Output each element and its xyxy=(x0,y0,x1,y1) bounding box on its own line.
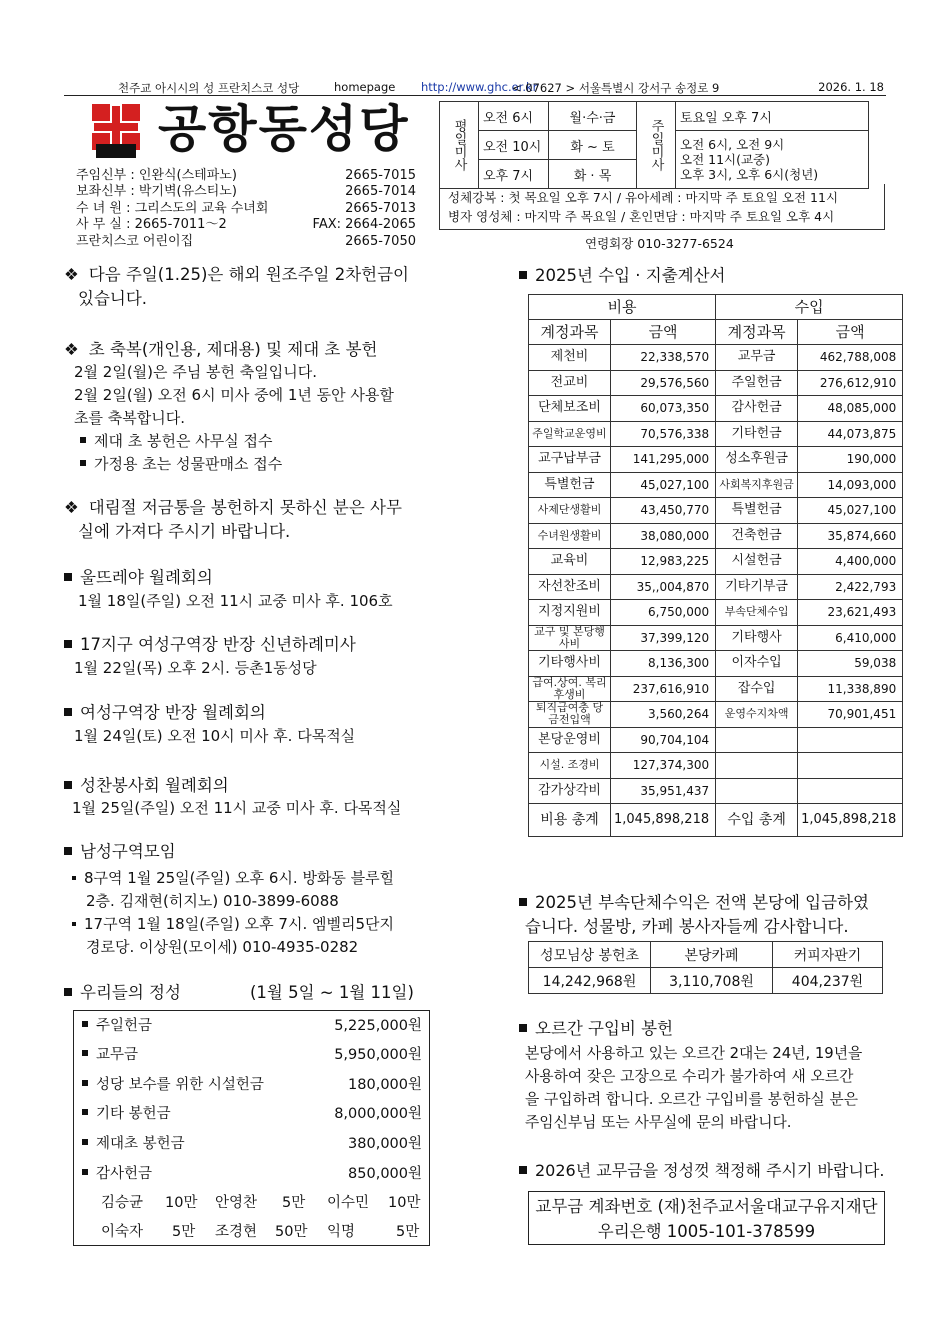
col-item: 계정과목 xyxy=(529,320,611,345)
gift-amount: 380,000원 xyxy=(348,1136,422,1152)
affiliate-notice xyxy=(519,891,869,939)
finance-title xyxy=(519,264,725,288)
finance-amount: 1,045,898,218 xyxy=(611,804,716,837)
finance-item: 자선찬조비 xyxy=(529,574,611,600)
finance-title-text: 2025년 수입 · 지출계산서 xyxy=(535,266,726,285)
staff-phone: 2665-7013 xyxy=(345,200,416,216)
finance-row xyxy=(529,498,903,524)
mass-days: 화 ~ 토 xyxy=(549,131,637,160)
finance-amount: 38,080,000 xyxy=(611,523,716,549)
donor-amount: 5만 xyxy=(282,1195,306,1211)
staff-phone: 2665-7014 xyxy=(345,184,416,200)
finance-amount: 22,338,570 xyxy=(611,345,716,371)
donor-amount: 5만 xyxy=(172,1224,196,1240)
dues-title xyxy=(519,1159,884,1183)
finance-amount: 11,338,890 xyxy=(798,676,903,702)
square-bullet-icon xyxy=(64,573,72,581)
notice-text: 2층. 김재현(히지노) 010-3899-6088 xyxy=(86,892,339,910)
gifts-title-text: 우리들의 정성 xyxy=(80,983,181,1002)
affiliate-text: 습니다. 성물방, 카페 봉사자들께 감사합니다. xyxy=(525,917,849,936)
col-amount: 금액 xyxy=(798,320,903,345)
square-bullet-icon xyxy=(64,988,72,996)
organ-text: 을 구입하려 합니다. 오르간 구입비를 봉헌하실 분은 xyxy=(525,1091,859,1108)
finance-amount: 45,027,100 xyxy=(798,498,903,524)
finance-row xyxy=(529,778,903,804)
sacraments-box xyxy=(439,184,885,230)
organ-text: 사용하여 잦은 고장으로 수리가 불가하여 새 오르간 xyxy=(525,1068,854,1085)
finance-item: 잡수입 xyxy=(716,676,798,702)
finance-item: 교구 및 본당행사비 xyxy=(529,625,611,651)
finance-row xyxy=(529,549,903,575)
square-bullet-icon xyxy=(82,1169,88,1175)
notice-women-meeting-text: 1월 24일(토) 오전 10시 미사 후. 다목적실 xyxy=(74,727,356,745)
header-homepage-label: homepage xyxy=(334,80,396,94)
notice-title: 여성구역장 반장 월례회의 xyxy=(80,703,266,722)
col-amount: 금액 xyxy=(611,320,716,345)
header-address: < 07627 > 서울특별시 강서구 송정로 9 xyxy=(512,81,720,95)
finance-amount: 44,073,875 xyxy=(798,421,903,447)
gifts-title xyxy=(64,981,181,1005)
sunday-mass-line: 오전 11시(교중) xyxy=(680,152,771,167)
finance-item: 전교비 xyxy=(529,370,611,396)
donor-amount: 5만 xyxy=(396,1224,420,1240)
finance-amount: 14,093,000 xyxy=(798,472,903,498)
gift-name: 교무금 xyxy=(96,1047,139,1063)
donor-name: 조경현 xyxy=(215,1224,258,1240)
notice-text: 경로당. 이상원(모이세) 010-4935-0282 xyxy=(86,938,359,956)
finance-item: 교구납부금 xyxy=(529,447,611,473)
notice-title: 대림절 저금통을 봉헌하지 못하신 분은 사무 xyxy=(88,498,402,517)
finance-item xyxy=(716,753,798,779)
staff-phone: 2665-7015 xyxy=(345,168,416,183)
finance-item: 특별헌금 xyxy=(529,472,611,498)
staff-label: 프란치스코 어린이집 xyxy=(76,233,194,249)
notice-text: 17구역 1월 18일(주일) 오후 7시. 엠벨리5단지 xyxy=(84,915,394,933)
notice-district-mass-text: 1월 22일(목) 오후 2시. 등촌1동성당 xyxy=(74,659,317,677)
notice-title: 울뜨레야 월례회의 xyxy=(80,568,213,587)
finance-item: 수입 총계 xyxy=(716,804,798,837)
finance-row xyxy=(529,396,903,422)
donor-name: 김승균 xyxy=(101,1195,144,1211)
church-logo xyxy=(92,104,140,158)
finance-amount xyxy=(798,778,903,804)
affiliate-value: 404,237원 xyxy=(773,968,883,994)
notice-text: 2월 2일(월) 오전 6시 미사 중에 1년 동안 사용할 xyxy=(74,386,394,404)
finance-row xyxy=(529,727,903,753)
gift-row xyxy=(82,1100,422,1129)
finance-item: 시설헌금 xyxy=(716,549,798,575)
finance-item: 이자수입 xyxy=(716,651,798,677)
finance-item: 기타행사 xyxy=(716,625,798,651)
finance-row xyxy=(529,753,903,779)
square-bullet-icon xyxy=(82,1050,88,1056)
finance-item: 기타행사비 xyxy=(529,651,611,677)
dues-title-text: 2026년 교무금을 정성껏 책정해 주시기 바랍니다. xyxy=(535,1161,885,1180)
finance-item: 수녀원생활비 xyxy=(529,523,611,549)
square-bullet-icon xyxy=(64,640,72,648)
donor-amount: 10만 xyxy=(388,1195,421,1211)
finance-amount: 59,038 xyxy=(798,651,903,677)
header-date: 2026. 1. 18 xyxy=(818,80,884,94)
square-bullet-icon xyxy=(64,781,72,789)
square-bullet-icon xyxy=(519,898,527,906)
finance-amount: 1,045,898,218 xyxy=(798,804,903,837)
finance-item: 기타기부금 xyxy=(716,574,798,600)
finance-row xyxy=(529,804,903,837)
finance-item: 건축헌금 xyxy=(716,523,798,549)
sunday-mass-line: 오후 3시, 오후 6시(청년) xyxy=(680,167,819,182)
finance-row xyxy=(529,651,903,677)
finance-item: 감사헌금 xyxy=(716,396,798,422)
notice-ultreya-text: 1월 18일(주일) 오전 11시 교중 미사 후. 106호 xyxy=(78,592,393,610)
notice-advent-bank xyxy=(64,496,402,544)
gift-row xyxy=(82,1041,422,1070)
finance-row xyxy=(529,574,903,600)
finance-item: 지정지원비 xyxy=(529,600,611,626)
finance-amount xyxy=(798,727,903,753)
notice-text: 가정용 초는 성물판매소 접수 xyxy=(94,455,283,473)
finance-amount: 190,000 xyxy=(798,447,903,473)
staff-list xyxy=(76,168,416,250)
affiliate-value: 14,242,968원 xyxy=(529,968,651,994)
notice-title: 남성구역모임 xyxy=(80,842,176,861)
finance-amount: 35,,004,870 xyxy=(611,574,716,600)
finance-amount: 6,750,000 xyxy=(611,600,716,626)
square-bullet-icon xyxy=(82,1109,88,1115)
finance-amount: 29,576,560 xyxy=(611,370,716,396)
notice-text: 제대 초 봉헌은 사무실 접수 xyxy=(94,432,273,450)
notice-men-group-title xyxy=(64,840,176,864)
finance-amount: 276,612,910 xyxy=(798,370,903,396)
staff-phone: 2665-7050 xyxy=(345,233,416,249)
notice-title: 있습니다. xyxy=(78,289,148,308)
diamond-bullet-icon: ❖ xyxy=(64,498,79,517)
notice-overseas-aid xyxy=(64,263,409,311)
notice-title: 다음 주일(1.25)은 해외 원조주일 2차헌금이 xyxy=(88,265,409,284)
finance-amount: 127,374,300 xyxy=(611,753,716,779)
finance-row xyxy=(529,523,903,549)
finance-amount: 48,085,000 xyxy=(798,396,903,422)
notice-title: 성찬봉사회 월례회의 xyxy=(80,776,229,795)
affiliate-table xyxy=(528,941,883,994)
gift-name: 기타 봉헌금 xyxy=(96,1106,171,1122)
finance-amount: 90,704,104 xyxy=(611,727,716,753)
finance-item: 시설. 조경비 xyxy=(529,753,611,779)
affiliate-value: 3,110,708원 xyxy=(651,968,773,994)
finance-amount: 3,560,264 xyxy=(611,702,716,728)
affiliate-text: 2025년 부속단체수익은 전액 본당에 입금하였 xyxy=(535,893,869,912)
square-bullet-icon xyxy=(519,271,527,279)
finance-item: 비용 총계 xyxy=(529,804,611,837)
finance-amount: 12,983,225 xyxy=(611,549,716,575)
gift-name: 제대초 봉헌금 xyxy=(96,1136,185,1152)
staff-label: 주임신부 : 인완식(스테파노) xyxy=(76,168,237,183)
notice-title: 17지구 여성구역장 반장 신년하례미사 xyxy=(80,635,356,654)
finance-amount: 8,136,300 xyxy=(611,651,716,677)
mass-schedule xyxy=(439,101,869,189)
gift-row xyxy=(82,1160,422,1189)
square-bullet-icon xyxy=(80,460,86,466)
finance-row xyxy=(529,702,903,728)
notice-candle-blessing-body xyxy=(74,361,394,476)
finance-amount: 35,874,660 xyxy=(798,523,903,549)
square-bullet-icon xyxy=(80,437,86,443)
gift-row xyxy=(82,1012,422,1041)
organ-text: 본당에서 사용하고 있는 오르간 2대는 24년, 19년을 xyxy=(525,1045,863,1062)
finance-item: 부속단체수입 xyxy=(716,600,798,626)
notice-men-group-body xyxy=(72,867,394,959)
square-bullet-icon xyxy=(82,1021,88,1027)
finance-item: 운영수지차액 xyxy=(716,702,798,728)
finance-row xyxy=(529,600,903,626)
notice-title: 초 축복(개인용, 제대용) 및 제대 초 봉헌 xyxy=(88,340,378,359)
finance-item: 특별헌금 xyxy=(716,498,798,524)
notice-ultreya-title xyxy=(64,566,213,590)
finance-amount xyxy=(798,753,903,779)
account-number: 우리은행 1005-101-378599 xyxy=(597,1222,816,1241)
finance-row xyxy=(529,472,903,498)
finance-item: 사회복지후원금 xyxy=(716,472,798,498)
finance-amount: 60,073,350 xyxy=(611,396,716,422)
staff-label: 사 무 실 : 2665-7011～2 xyxy=(76,217,227,233)
homepage-link[interactable]: http://www.ghc.or.kr xyxy=(421,80,538,94)
account-box xyxy=(528,1191,885,1245)
finance-amount: 45,027,100 xyxy=(611,472,716,498)
notice-text: 2월 2일(월)은 주님 봉헌 축일입니다. xyxy=(74,363,318,381)
square-bullet-icon xyxy=(72,876,76,880)
finance-item: 교육비 xyxy=(529,549,611,575)
notice-text: 8구역 1월 25일(주일) 오후 6시. 방화동 블루힐 xyxy=(84,869,395,887)
finance-item: 본당운영비 xyxy=(529,727,611,753)
gift-amount: 850,000원 xyxy=(348,1166,422,1182)
notice-text: 초를 축복합니다. xyxy=(74,409,185,427)
income-header: 수입 xyxy=(716,295,903,320)
finance-amount: 4,400,000 xyxy=(798,549,903,575)
square-bullet-icon xyxy=(519,1166,527,1174)
gift-amount: 5,950,000원 xyxy=(334,1047,422,1063)
gift-row xyxy=(82,1071,422,1100)
finance-row xyxy=(529,676,903,702)
finance-row xyxy=(529,447,903,473)
finance-item xyxy=(716,727,798,753)
finance-item: 교무금 xyxy=(716,345,798,371)
finance-item: 주일학교운영비 xyxy=(529,421,611,447)
finance-amount: 43,450,770 xyxy=(611,498,716,524)
affiliate-head: 성모님상 봉헌초 xyxy=(529,942,651,968)
header-bar xyxy=(64,78,886,96)
diamond-bullet-icon: ❖ xyxy=(64,340,79,359)
finance-amount: 141,295,000 xyxy=(611,447,716,473)
notice-women-meeting-title xyxy=(64,701,266,725)
finance-amount: 23,621,493 xyxy=(798,600,903,626)
finance-item: 제천비 xyxy=(529,345,611,371)
header-org: 천주교 아시시의 성 프란치스코 성당 xyxy=(118,81,300,95)
square-bullet-icon xyxy=(64,847,72,855)
donor-name: 안영찬 xyxy=(215,1195,258,1211)
mass-days: 화 · 목 xyxy=(549,160,637,189)
finance-row xyxy=(529,625,903,651)
finance-amount: 70,576,338 xyxy=(611,421,716,447)
square-bullet-icon xyxy=(64,708,72,716)
notice-choir-meeting-text: 1월 25일(주일) 오전 11시 교중 미사 후. 다목적실 xyxy=(72,799,402,817)
finance-item: 퇴직급여충 당금전입액 xyxy=(529,702,611,728)
sunday-mass-line: 오전 6시, 오전 9시 xyxy=(680,137,785,152)
finance-row xyxy=(529,370,903,396)
donor-name: 이숙자 xyxy=(101,1224,144,1240)
sacraments-line: 성체강복 : 첫 목요일 오후 7시 / 유아세례 : 마지막 주 토요일 오전 11시 xyxy=(448,190,839,205)
gift-row xyxy=(82,1130,422,1159)
finance-row xyxy=(529,345,903,371)
diamond-bullet-icon: ❖ xyxy=(64,265,79,284)
finance-item: 사제단생활비 xyxy=(529,498,611,524)
sacraments-line: 병자 영성체 : 마지막 주 목요일 / 혼인면담 : 마지막 주 토요일 오후 4시 xyxy=(448,209,835,224)
donor-name: 이수민 xyxy=(327,1195,370,1211)
organ-title xyxy=(519,1017,673,1041)
finance-table xyxy=(528,294,903,837)
finance-amount: 237,616,910 xyxy=(611,676,716,702)
gift-name: 주일헌금 xyxy=(96,1018,153,1034)
mass-time: 오후 7시 xyxy=(479,160,549,189)
finance-amount: 6,410,000 xyxy=(798,625,903,651)
finance-item: 단체보조비 xyxy=(529,396,611,422)
col-item: 계정과목 xyxy=(716,320,798,345)
weekend-mass-label: 주일미사 xyxy=(637,102,676,189)
notice-choir-meeting-title xyxy=(64,774,229,798)
finance-row xyxy=(529,421,903,447)
account-line: 교무금 계좌번호 (재)천주교서울대교구유지재단 xyxy=(535,1197,878,1216)
square-bullet-icon xyxy=(82,1139,88,1145)
finance-item: 성소후원금 xyxy=(716,447,798,473)
finance-item: 급여.상여. 복리후생비 xyxy=(529,676,611,702)
gift-amount: 5,225,000원 xyxy=(334,1018,422,1034)
finance-item: 감가상각비 xyxy=(529,778,611,804)
organ-text: 주임신부님 또는 사무실에 문의 바랍니다. xyxy=(525,1114,792,1131)
staff-label: 수 녀 원 : 그리스도의 교육 수녀회 xyxy=(76,200,269,216)
donor-amount: 50만 xyxy=(275,1224,308,1240)
church-name: 공항동성당 xyxy=(158,100,410,158)
organ-body xyxy=(525,1042,862,1134)
finance-amount: 70,901,451 xyxy=(798,702,903,728)
square-bullet-icon xyxy=(72,922,76,926)
notice-district-mass-title xyxy=(64,633,356,657)
staff-label: 보좌신부 : 박기벽(유스티노) xyxy=(76,184,237,200)
mass-time: 오전 10시 xyxy=(479,131,549,160)
affiliate-head: 커피자판기 xyxy=(773,942,883,968)
notice-candle-blessing-title xyxy=(64,338,377,362)
finance-amount: 2,422,793 xyxy=(798,574,903,600)
donor-name: 익명 xyxy=(327,1224,356,1240)
square-bullet-icon xyxy=(519,1024,527,1032)
square-bullet-icon xyxy=(82,1080,88,1086)
gift-amount: 8,000,000원 xyxy=(334,1106,422,1122)
notice-title: 실에 가져다 주시기 바랍니다. xyxy=(78,522,291,541)
association-contact: 연령회장 010-3277-6524 xyxy=(585,236,734,251)
finance-item: 기타헌금 xyxy=(716,421,798,447)
gift-name: 성당 보수를 위한 시설헌금 xyxy=(96,1077,264,1093)
finance-amount: 462,788,008 xyxy=(798,345,903,371)
finance-amount: 35,951,437 xyxy=(611,778,716,804)
mass-time: 오전 6시 xyxy=(479,102,549,131)
saturday-mass: 토요일 오후 7시 xyxy=(676,102,869,131)
affiliate-head: 본당카페 xyxy=(651,942,773,968)
organ-title-text: 오르간 구입비 봉헌 xyxy=(535,1019,674,1038)
finance-item: 주일헌금 xyxy=(716,370,798,396)
staff-phone: FAX: 2664-2065 xyxy=(312,217,416,233)
mass-days: 월·수·금 xyxy=(549,102,637,131)
finance-amount: 37,399,120 xyxy=(611,625,716,651)
gifts-period: (1월 5일 ~ 1월 11일) xyxy=(250,983,414,1002)
gift-name: 감사헌금 xyxy=(96,1166,153,1182)
weekday-mass-label: 평일미사 xyxy=(440,102,479,189)
gift-amount: 180,000원 xyxy=(348,1077,422,1093)
expense-header: 비용 xyxy=(529,295,716,320)
donor-amount: 10만 xyxy=(165,1195,198,1211)
finance-item xyxy=(716,778,798,804)
